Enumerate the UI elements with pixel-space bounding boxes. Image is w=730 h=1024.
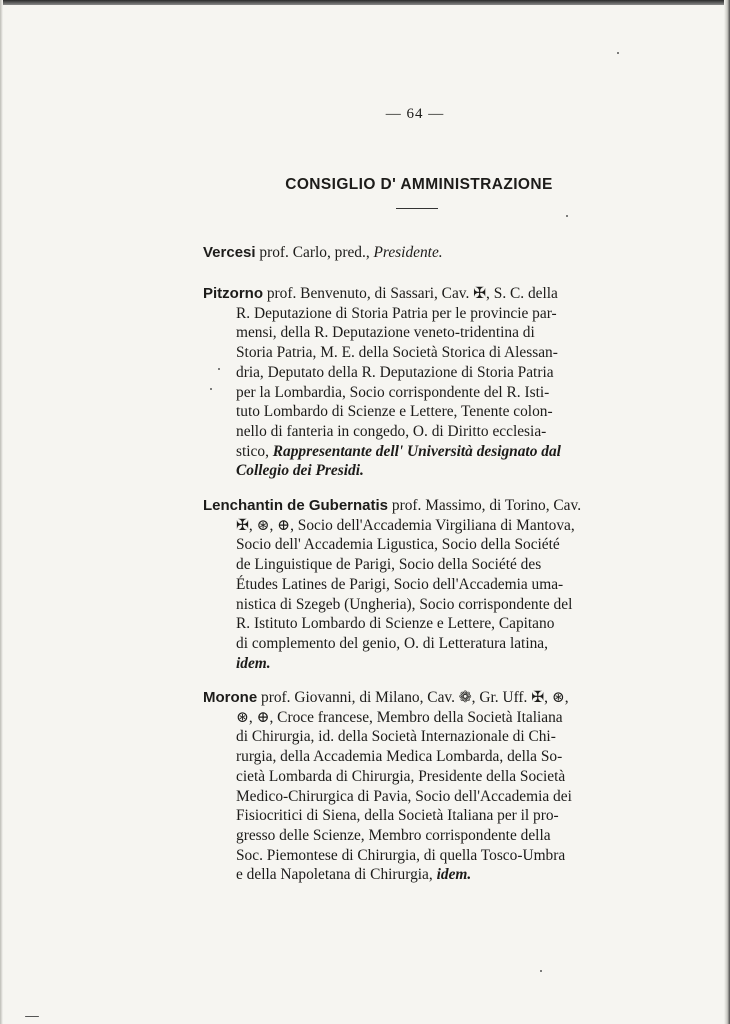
member-entry xyxy=(203,688,625,885)
entry-text: stico, xyxy=(236,442,273,460)
entry-line: nello di fanteria in congedo, O. di Diritto ecclesia- xyxy=(236,422,547,440)
member-role: idem. xyxy=(436,866,472,884)
member-entry xyxy=(203,496,625,673)
entry-line: R. Istituto Lombardo di Scienze e Lettere, Capitano xyxy=(236,615,555,633)
page-number: — 64 — xyxy=(385,106,445,122)
entry-line: per la Lombardia, Socio corrispondente del R. Isti- xyxy=(236,383,550,401)
entry-line: de Linguistique de Parigi, Socio della Société des xyxy=(236,556,542,574)
entry-text: prof. Massimo, di Torino, Cav. xyxy=(388,497,582,514)
scan-speck xyxy=(218,368,220,370)
entry-text: prof. Carlo, pred., xyxy=(255,244,374,261)
entry-line xyxy=(203,442,625,462)
entry-line: Storia Patria, M. E. della Società Storica di Alessan- xyxy=(236,344,558,362)
entry-line xyxy=(203,496,625,516)
entry-line: Soc. Piemontese di Chirurgia, di quella Tosco-Umbra xyxy=(236,846,566,864)
member-role: Presidente. xyxy=(373,244,443,261)
title-rule xyxy=(396,208,438,209)
entry-line: di Chirurgia, id. della Società Internazionale di Chi- xyxy=(236,728,556,746)
entry-line: rurgia, della Accademia Medica Lombarda, della So- xyxy=(236,748,563,766)
entry-line: Medico-Chirurgica di Pavia, Socio dell'Accademia dei xyxy=(236,787,572,805)
member-role: idem. xyxy=(236,654,271,672)
scan-speck xyxy=(566,215,568,217)
entry-text: e della Napoletana di Chirurgia, xyxy=(236,866,437,884)
entry-text: prof. Giovanni, di Milano, Cav. ❁, Gr. Uff. ✠, ⊛, xyxy=(257,689,569,706)
entry-line xyxy=(203,688,625,708)
scan-speck xyxy=(210,388,212,390)
entry-line: Socio dell' Accademia Ligustica, Socio della Société xyxy=(236,536,560,554)
scan-speck xyxy=(617,52,619,54)
page-right-edge xyxy=(724,0,730,1024)
entry-line: R. Deputazione di Storia Patria per le provincie par- xyxy=(236,304,557,322)
scan-speck xyxy=(540,970,542,972)
member-entry xyxy=(203,243,625,263)
member-name: Morone xyxy=(203,689,258,706)
scan-speck xyxy=(25,1016,39,1017)
entry-line: di complemento del genio, O. di Letteratura latina, xyxy=(236,634,548,652)
entry-line: ⊛, ⊕, Croce francese, Membro della Società Italiana xyxy=(236,708,563,726)
member-name: Vercesi xyxy=(203,244,256,261)
entry-line: mensi, della R. Deputazione veneto-tridentina di xyxy=(236,324,535,342)
entry-line: nistica di Szegeb (Ungheria), Socio corrispondente del xyxy=(236,595,573,613)
member-name: Pitzorno xyxy=(203,285,263,302)
member-role: Rappresentante dell' Università designato dal xyxy=(272,442,561,460)
entry-line: ✠, ⊛, ⊕, Socio dell'Accademia Virgiliana di Mantova, xyxy=(236,516,575,534)
entry-line xyxy=(203,865,625,885)
member-name: Lenchantin de Gubernatis xyxy=(203,497,389,514)
member-role: Collegio dei Presidi. xyxy=(236,462,364,480)
entry-line: Études Latines de Parigi, Socio dell'Accademia uma- xyxy=(236,575,564,593)
entry-line: gresso delle Scienze, Membro corrispondente della xyxy=(236,826,551,844)
entry-line xyxy=(203,243,625,263)
entry-line: dria, Deputato della R. Deputazione di Storia Patria xyxy=(236,363,554,381)
entry-line: Fisiocritici di Siena, della Società Italiana per il pro- xyxy=(236,807,559,825)
page-title: CONSIGLIO D' AMMINISTRAZIONE xyxy=(285,176,553,193)
entry-text: prof. Benvenuto, di Sassari, Cav. ✠, S. C. della xyxy=(263,285,558,302)
entry-line xyxy=(203,284,625,304)
page-left-edge xyxy=(0,0,3,1024)
entry-line: tuto Lombardo di Scienze e Lettere, Tenente colon- xyxy=(236,403,553,421)
member-entry xyxy=(203,284,625,481)
entry-line: cietà Lombarda di Chirurgia, Presidente della Società xyxy=(236,767,566,785)
page-top-edge xyxy=(0,0,730,5)
